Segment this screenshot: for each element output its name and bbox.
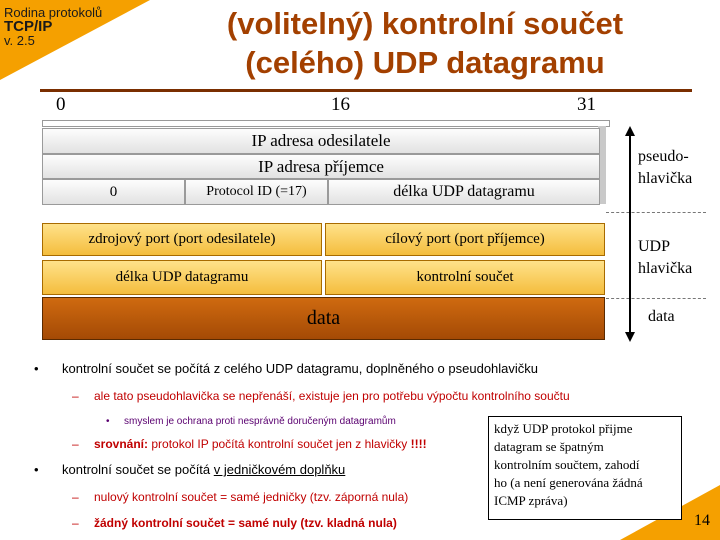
bullet-1-sub-2-text: protokol IP počítá kontrolní součet jen z hlavičky [148,437,408,451]
bullet-1-sub-1-sub-1 [106,411,506,429]
bullet-1-marker: • [34,361,39,376]
bullet-1-sub-2 [72,435,492,453]
series-label [4,6,102,48]
bullet-1-text: kontrolní součet se počítá z celého UDP datagramu, doplněného o pseudohlavičku [62,361,539,376]
side-label-pseudo-header [638,146,692,190]
udp-dst-port-field [325,223,605,256]
pseudo-zero-field [42,179,185,205]
bullet-1-sub-1-sub-1-text: smyslem je ochrana proti nesprávně doručeným datagramům [124,416,396,427]
side-label-udp-line1: UDP [638,238,671,255]
bullet-2-sub-2 [72,514,482,532]
pseudo-length-label: délka UDP datagramu [393,183,535,200]
bullet-2-sub-2-marker: – [72,516,79,530]
udp-length-field [42,260,322,295]
pseudo-protocol-field [185,179,328,205]
bullet-2-marker: • [34,462,39,477]
udp-checksum-label: kontrolní součet [416,269,514,285]
ruler-label-0: 0 [56,94,66,115]
bit-ruler [42,120,610,127]
slide-title [140,4,710,82]
note-line-5: ICMP zpráva) [494,493,568,508]
title-line-1: (volitelný) kontrolní součet [226,6,624,41]
bullet-2-text: kontrolní součet se počítá [62,462,214,477]
page-number: 14 [694,512,710,529]
pseudo-zero-label: 0 [109,183,118,200]
side-label-data: data [648,308,675,325]
side-label-pseudo-line1: pseudo- [638,148,689,165]
bullet-1 [34,360,694,378]
pseudo-dst-ip-field [42,154,600,179]
bullet-1-sub-2-bold: srovnání: [94,437,149,451]
ruler-label-16: 16 [331,94,350,115]
series-line-1: Rodina protokolů [4,5,103,20]
bullet-1-sub-1-sub-1-marker: • [106,416,110,427]
pseudo-protocol-label: Protocol ID (=17) [206,184,307,199]
ruler-label-31: 31 [577,94,596,115]
bullet-1-sub-1-marker: – [72,389,79,403]
note-line-2: datagram se špatným [494,439,604,454]
note-line-3: kontrolním součtem, zahodí [494,457,640,472]
pseudo-src-ip-label: IP adresa odesilatele [251,131,391,150]
udp-length-label: délka UDP datagramu [115,269,249,285]
udp-data-field [42,297,605,340]
udp-checksum-field [325,260,605,295]
bullet-2-underlined: v jedničkovém doplňku [213,462,346,477]
pseudo-dst-ip-label: IP adresa příjemce [258,156,384,176]
series-line-3: v. 2.5 [4,33,35,48]
vertical-arrow [620,126,640,342]
bullet-2 [34,461,484,479]
udp-src-port-field [42,223,322,256]
note-box [488,416,682,520]
bullet-2-sub-1 [72,488,482,506]
side-label-udp-header [638,236,692,280]
bullet-1-sub-2-end: !!!! [407,437,427,451]
side-label-pseudo-line2: hlavička [638,170,693,187]
pseudo-src-ip-field [42,128,600,154]
title-line-2: (celého) UDP datagramu [245,45,605,80]
udp-src-port-label: zdrojový port (port odesilatele) [88,231,276,247]
bullet-1-sub-1 [72,387,692,405]
title-underline [40,89,692,92]
note-line-1: když UDP protokol přijme [494,421,633,436]
bullet-2-sub-2-text: žádný kontrolní součet = samé nuly (tzv. kladná nula) [94,516,397,530]
bullet-2-sub-1-text: nulový kontrolní součet = samé jedničky (tzv. záporná nula) [94,490,409,504]
series-line-2: TCP/IP [4,18,53,35]
side-label-udp-line2: hlavička [638,260,693,277]
udp-dst-port-label: cílový port (port příjemce) [385,231,545,247]
bullet-1-sub-2-marker: – [72,437,79,451]
udp-data-label: data [306,307,341,329]
pseudo-length-field [328,179,600,205]
bullet-2-sub-1-marker: – [72,490,79,504]
note-line-4: ho (a není generována žádná [494,475,643,490]
bullet-1-sub-1-text: ale tato pseudohlavička se nepřenáší, existuje jen pro potřebu výpočtu kontrolního součtu [94,389,570,403]
